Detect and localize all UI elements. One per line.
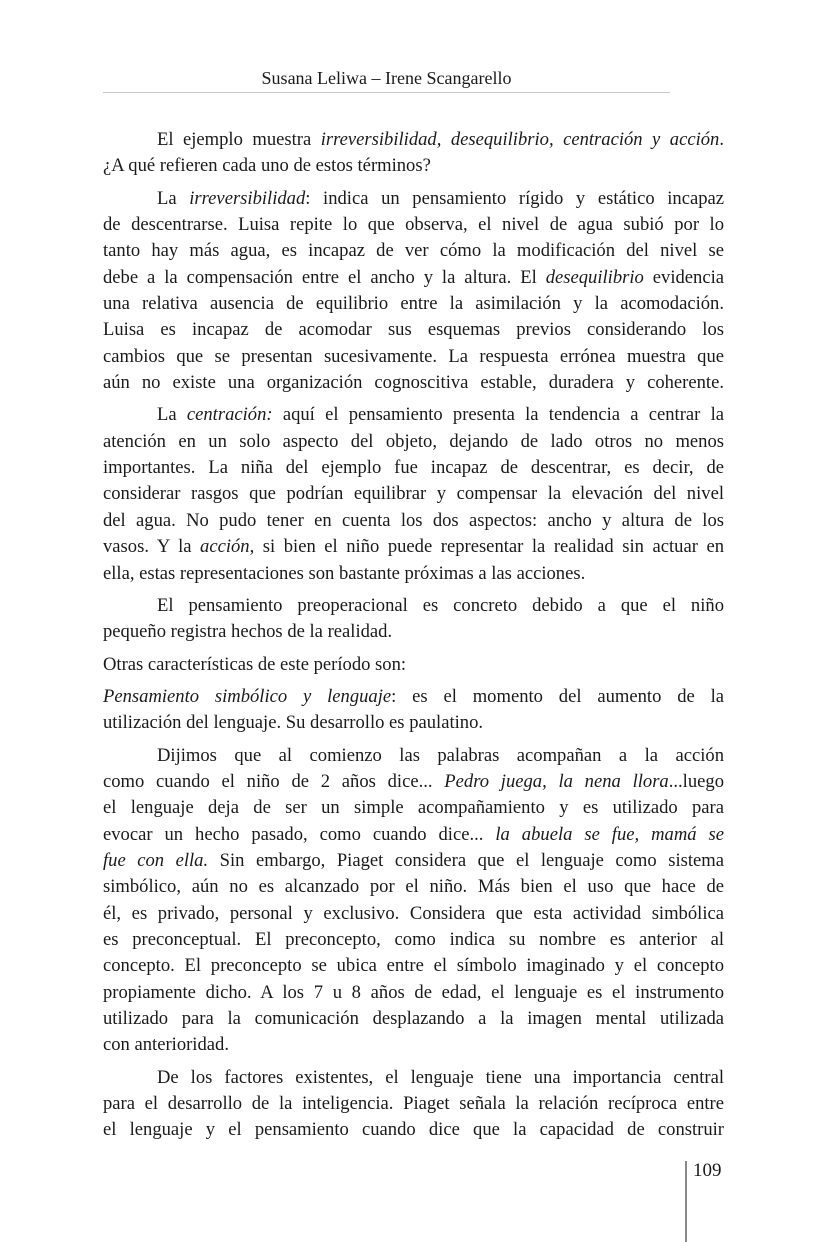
text-line <box>103 927 724 953</box>
text-line <box>103 822 724 848</box>
body-text <box>103 127 724 1150</box>
text-span: La <box>157 187 190 209</box>
text-span: el lenguaje y el pensamiento cuando dice que la capacidad de construir <box>103 1119 724 1141</box>
text-line <box>103 508 724 534</box>
running-header: Susana Leliwa – Irene Scangarello <box>261 68 512 88</box>
text-span: él, es privado, personal y exclusivo. Considera que esta actividad simbólica <box>103 902 724 924</box>
text-span: Otras características de este período son: <box>103 653 407 675</box>
text-span: ella, estas representaciones son bastante próximas a las acciones. <box>103 562 586 584</box>
text-line <box>103 769 724 795</box>
text-span: del agua. No pudo tener en cuenta los dos aspectos: ancho y altura de los <box>103 509 724 531</box>
text-line <box>103 652 724 678</box>
text-span: aún no existe una organización cognoscitiva estable, duradera y coherente. <box>103 372 724 394</box>
text-span: importantes. La niña del ejemplo fue incapaz de descentrar, es decir, de <box>103 457 724 479</box>
paragraph <box>103 684 724 737</box>
text-line <box>103 1117 724 1143</box>
text-span: aquí el pensamiento presenta la tendencia a centrar la <box>272 404 724 426</box>
text-span: evidencia <box>643 266 725 288</box>
text-span: considerar rasgos que podrían equilibrar y compensar la elevación del nivel <box>103 483 724 505</box>
text-line <box>103 953 724 979</box>
text-span: : indica un pensamiento rígido y estático incapaz <box>305 187 724 209</box>
italic-text: desequilibrio <box>545 266 644 288</box>
italic-text: Pedro juega, la nena llora <box>444 770 669 792</box>
text-span: el lenguaje deja de ser un simple acompañamiento y es utilizado para <box>103 797 724 819</box>
text-span: Sin embargo, Piaget considera que el lenguaje como sistema <box>208 849 724 871</box>
text-span: La <box>157 404 187 426</box>
text-line <box>103 1006 724 1032</box>
text-span: El pensamiento preoperacional es concreto debido a que el niño <box>157 594 724 616</box>
text-span: Dijimos que al comienzo las palabras acompañan a la acción <box>157 744 724 766</box>
text-line <box>103 534 724 560</box>
paragraph <box>103 652 724 678</box>
text-line <box>103 1091 724 1117</box>
text-line <box>103 481 724 507</box>
text-line <box>103 1032 724 1058</box>
text-span: evocar un hecho pasado, como cuando dice... <box>103 823 496 845</box>
text-line <box>103 370 724 396</box>
text-line <box>103 561 724 587</box>
text-span: utilización del lenguaje. Su desarrollo es paulatino. <box>103 712 484 734</box>
text-line <box>103 127 724 153</box>
text-line <box>103 848 724 874</box>
paragraph <box>103 743 724 1059</box>
text-span: como cuando el niño de 2 años dice... <box>103 770 445 792</box>
text-span: con anterioridad. <box>103 1034 229 1056</box>
text-line <box>103 265 724 291</box>
paragraph <box>103 1065 724 1144</box>
text-span: De los factores existentes, el lenguaje tiene una importancia central <box>157 1066 724 1088</box>
text-line <box>103 593 724 619</box>
text-line <box>103 186 724 212</box>
italic-text: irreversibilidad <box>189 187 306 209</box>
text-span: El ejemplo muestra <box>157 129 321 150</box>
text-span: Luisa es incapaz de acomodar sus esquemas previos considerando los <box>103 319 724 341</box>
paragraph <box>103 402 724 586</box>
paragraph <box>103 186 724 397</box>
text-line <box>103 980 724 1006</box>
text-span: cambios que se presentan sucesivamente. La respuesta errónea muestra que <box>103 345 724 367</box>
text-span: ¿A qué refieren cada uno de estos términos? <box>103 155 431 177</box>
text-line <box>103 238 724 264</box>
page-number: 109 <box>693 1160 722 1181</box>
text-line <box>103 153 724 179</box>
text-span: propiamente dicho. A los 7 u 8 años de edad, el lenguaje es el instrumento <box>103 981 724 1003</box>
text-span: vasos. Y la <box>103 536 201 558</box>
text-line <box>103 684 724 710</box>
italic-text: Pensamiento simbólico y lenguaje <box>103 685 392 707</box>
text-span: utilizado para la comunicación desplazando a la imagen mental utilizada <box>103 1008 724 1029</box>
text-line <box>103 429 724 455</box>
text-span: concepto. El preconcepto se ubica entre el símbolo imaginado y el concepto <box>103 955 724 977</box>
text-line <box>103 402 724 428</box>
header-divider <box>103 92 670 93</box>
text-line <box>103 710 724 736</box>
text-span: pequeño registra hechos de la realidad. <box>103 621 393 643</box>
text-span: . <box>719 129 724 150</box>
text-line <box>103 212 724 238</box>
text-span: para el desarrollo de la inteligencia. Piaget señala la relación recíproca entre <box>103 1093 724 1115</box>
text-line <box>103 795 724 821</box>
text-line <box>103 455 724 481</box>
text-line <box>103 619 724 645</box>
paragraph <box>103 127 724 180</box>
text-span: ...luego <box>668 770 724 792</box>
text-span: de descentrarse. Luisa repite lo que observa, el nivel de agua subió por lo <box>103 214 724 236</box>
italic-text: centración: <box>186 404 273 426</box>
text-span: simbólico, aún no es alcanzado por el niño. Más bien el uso que hace de <box>103 876 724 898</box>
text-span: una relativa ausencia de equilibrio entre la asimilación y la acomodación. <box>103 293 724 315</box>
page-number-divider <box>685 1161 687 1242</box>
text-line <box>103 344 724 370</box>
italic-text: acción <box>200 536 250 558</box>
italic-text: irreversibilidad, desequilibrio, centración y acción <box>320 129 720 150</box>
text-span: es preconceptual. El preconcepto, como indica su nombre es anterior al <box>103 928 724 950</box>
text-line <box>103 874 724 900</box>
text-line <box>103 1065 724 1091</box>
text-span: , si bien el niño puede representar la realidad sin actuar en <box>249 536 724 558</box>
italic-text: fue con ella. <box>103 849 209 871</box>
text-line <box>103 743 724 769</box>
text-span: atención en un solo aspecto del objeto, dejando de lado otros no menos <box>103 430 724 452</box>
text-line <box>103 317 724 343</box>
paragraph <box>103 593 724 646</box>
text-line <box>103 291 724 317</box>
text-span: tanto hay más agua, es incapaz de ver cómo la modificación del nivel se <box>103 240 724 262</box>
text-line <box>103 901 724 927</box>
text-span: debe a la compensación entre el ancho y la altura. El <box>103 266 546 288</box>
italic-text: la abuela se fue, mamá se <box>495 823 724 845</box>
text-span: : es el momento del aumento de la <box>391 685 724 707</box>
